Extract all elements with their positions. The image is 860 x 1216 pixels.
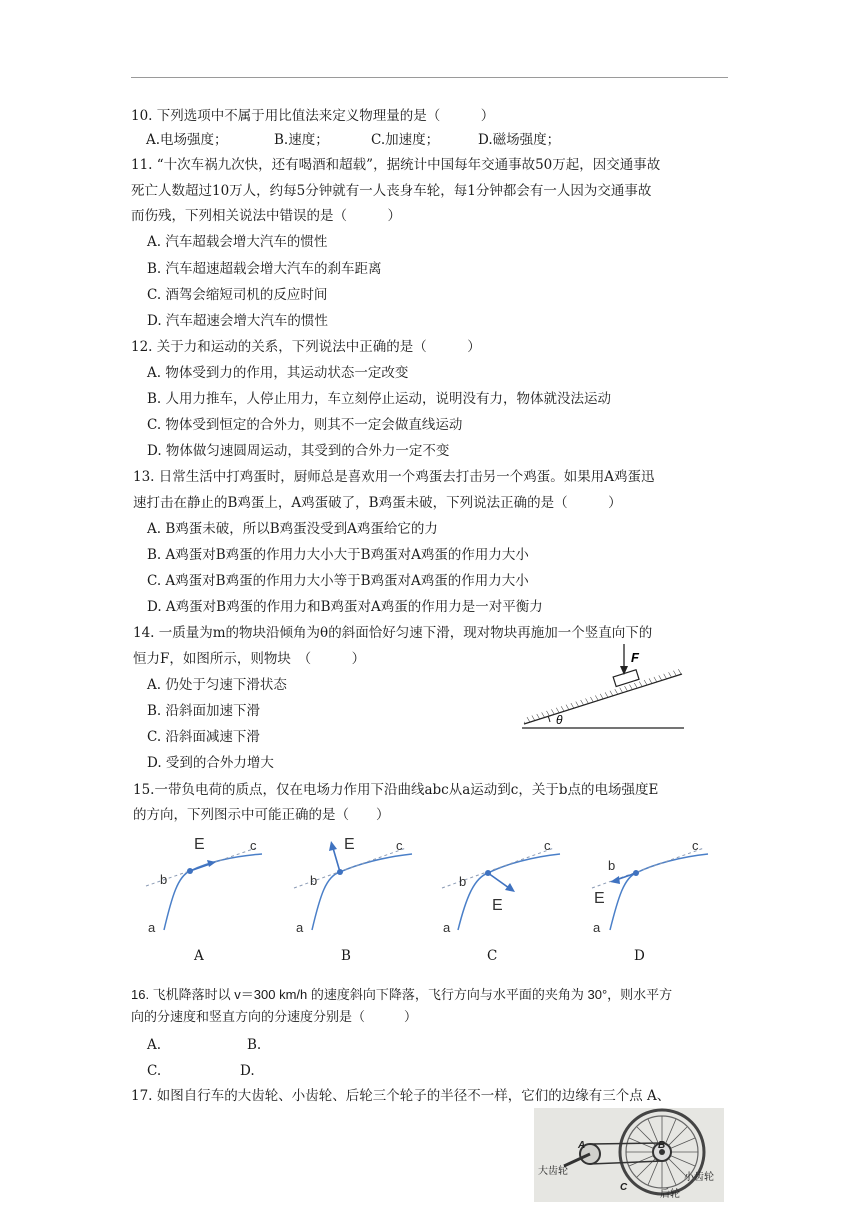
q15-stem-line-1: 15.一带负电荷的质点，仅在电场力作用下沿曲线abc从a运动到c，关于b点的电场强度E [133, 782, 659, 798]
q11-option-b: B. 汽车超速超载会增大汽车的刹车距离 [147, 261, 382, 277]
q15-caption-b: B [341, 948, 351, 964]
angle-label: θ [556, 713, 563, 727]
q12-option-c: C. 物体受到恒定的合外力，则其不一定会做直线运动 [147, 417, 463, 433]
chain-top [590, 1143, 662, 1144]
q16-option-b: B. [247, 1037, 262, 1053]
q14-stem-line-1: 14. 一质量为m的物块沿倾角为θ的斜面恰好匀速下滑，现对物块再施加一个竖直向下的 [133, 625, 653, 641]
force-label: F [631, 650, 639, 665]
q14-option-a: A. 仍处于匀速下滑状态 [147, 677, 287, 693]
q14-stem-line-2: 恒力F，如图所示，则物块 （ ） [133, 651, 366, 667]
incline-hatching [524, 668, 682, 724]
label-a: a [593, 920, 601, 935]
label-a: a [296, 920, 304, 935]
q15-figure-b [286, 826, 418, 938]
trajectory-curve [164, 854, 262, 930]
q15-caption-c: C [487, 948, 498, 964]
q10-option-d: D.磁场强度； [478, 132, 561, 148]
q11-option-a: A. 汽车超载会增大汽车的惯性 [147, 234, 328, 250]
angle-arc [548, 716, 550, 722]
label-e: E [344, 836, 355, 853]
label-a: a [148, 920, 156, 935]
label-c: c [396, 838, 403, 853]
q13-stem-line-1: 13. 日常生活中打鸡蛋时，厨师总是喜欢用一个鸡蛋去打击另一个鸡蛋。如果用A鸡蛋迅 [133, 469, 655, 485]
q12-option-d: D. 物体做匀速圆周运动，其受到的合外力一定不变 [147, 443, 450, 459]
q11-stem-line-1: 11. “十次车祸九次快，还有喝酒和超载”，据统计中国每年交通事故50万起，因交通事故 [131, 157, 661, 173]
q16-option-d: D. [240, 1063, 255, 1079]
label-b: b [459, 874, 467, 889]
q10-options [146, 131, 560, 149]
label-b: b [160, 872, 168, 887]
q15-figure-d [584, 826, 716, 938]
q10-option-b: B.速度； [274, 132, 329, 148]
label-rear-wheel: 后轮 [660, 1189, 680, 1200]
figure-background [534, 1108, 724, 1202]
header-rule [131, 77, 728, 78]
label-e: E [194, 836, 205, 853]
label-c: c [250, 838, 257, 853]
q12-option-b: B. 人用力推车，人停止用力，车立刻停止运动，说明没有力，物体就没法运动 [147, 391, 612, 407]
q16-stem-line-1: 16. 飞机降落时以 v＝300 km/h 的速度斜向下降落，飞行方向与水平面的夹角为 30°，则水平方 [131, 987, 673, 1002]
label-e: E [594, 890, 605, 907]
q13-option-a: A. B鸡蛋未破，所以B鸡蛋没受到A鸡蛋给它的力 [147, 521, 438, 537]
q11-stem-line-3: 而伤残，下列相关说法中错误的是（ ） [131, 208, 401, 224]
q14-option-c: C. 沿斜面减速下滑 [147, 729, 260, 745]
q10-stem: 10. 下列选项中不属于用比值法来定义物理量的是（ ） [131, 108, 495, 124]
trajectory-curve [458, 854, 560, 930]
q15-figure-a [138, 826, 270, 938]
q13-option-d: D. A鸡蛋对B鸡蛋的作用力和B鸡蛋对A鸡蛋的作用力是一对平衡力 [147, 599, 543, 615]
label-b: b [310, 873, 318, 888]
q13-option-b: B. A鸡蛋对B鸡蛋的作用力大小大于B鸡蛋对A鸡蛋的作用力大小 [147, 547, 529, 563]
q13-option-c: C. A鸡蛋对B鸡蛋的作用力大小等于B鸡蛋对A鸡蛋的作用力大小 [147, 573, 529, 589]
q12-stem: 12. 关于力和运动的关系，下列说法中正确的是（ ） [131, 339, 481, 355]
q14-option-b: B. 沿斜面加速下滑 [147, 703, 261, 719]
field-arrow [190, 864, 210, 871]
q15-stem-line-2: 的方向，下列图示中可能正确的是（ ） [133, 807, 390, 823]
field-arrowhead [610, 876, 620, 884]
label-small-gear: 小齿轮 [684, 1172, 714, 1183]
q10-option-c: C.加速度； [371, 132, 440, 148]
label-a: a [443, 920, 451, 935]
q11-option-d: D. 汽车超速会增大汽车的惯性 [147, 313, 328, 329]
q10-option-a: A.电场强度； [146, 132, 228, 148]
q11-option-c: C. 酒驾会缩短司机的反应时间 [147, 287, 328, 303]
q15-figure-c [434, 826, 566, 938]
q15-caption-d: D [634, 948, 645, 964]
label-big-gear: 大齿轮 [538, 1166, 568, 1177]
label-c: c [692, 838, 699, 853]
q16-stem-line-2: 向的分速度和竖直方向的分速度分别是（ ） [131, 1009, 418, 1024]
q13-stem-line-2: 速打击在静止的B鸡蛋上，A鸡蛋破了，B鸡蛋未破，下列说法正确的是（ ） [133, 495, 622, 511]
incline-figure [518, 642, 688, 738]
q11-stem-line-2: 死亡人数超过10万人，约每5分钟就有一人丧身车轮，每1分钟都会有一人因为交通事故 [131, 183, 652, 199]
bicycle-gear-figure [534, 1108, 724, 1202]
label-b: b [608, 858, 616, 873]
trajectory-curve [610, 854, 708, 930]
label-e: E [492, 897, 503, 914]
q14-option-d: D. 受到的合外力增大 [147, 755, 274, 771]
q15-caption-a: A [194, 948, 204, 964]
label-c: c [544, 838, 551, 853]
q12-option-a: A. 物体受到力的作用，其运动状态一定改变 [147, 365, 409, 381]
field-arrow [488, 873, 509, 888]
q16-option-c: C. [147, 1063, 162, 1079]
label-point-c: C [620, 1182, 628, 1193]
label-point-b: B [658, 1140, 666, 1151]
label-point-a: A [578, 1140, 586, 1151]
trajectory-curve [312, 854, 412, 930]
field-arrow [333, 848, 340, 872]
field-arrowhead [505, 883, 515, 892]
field-arrowhead [329, 841, 337, 851]
q17-stem: 17. 如图自行车的大齿轮、小齿轮、后轮三个轮子的半径不一样，它们的边缘有三个点 A、 [131, 1088, 671, 1104]
q16-option-a: A. [147, 1037, 162, 1053]
